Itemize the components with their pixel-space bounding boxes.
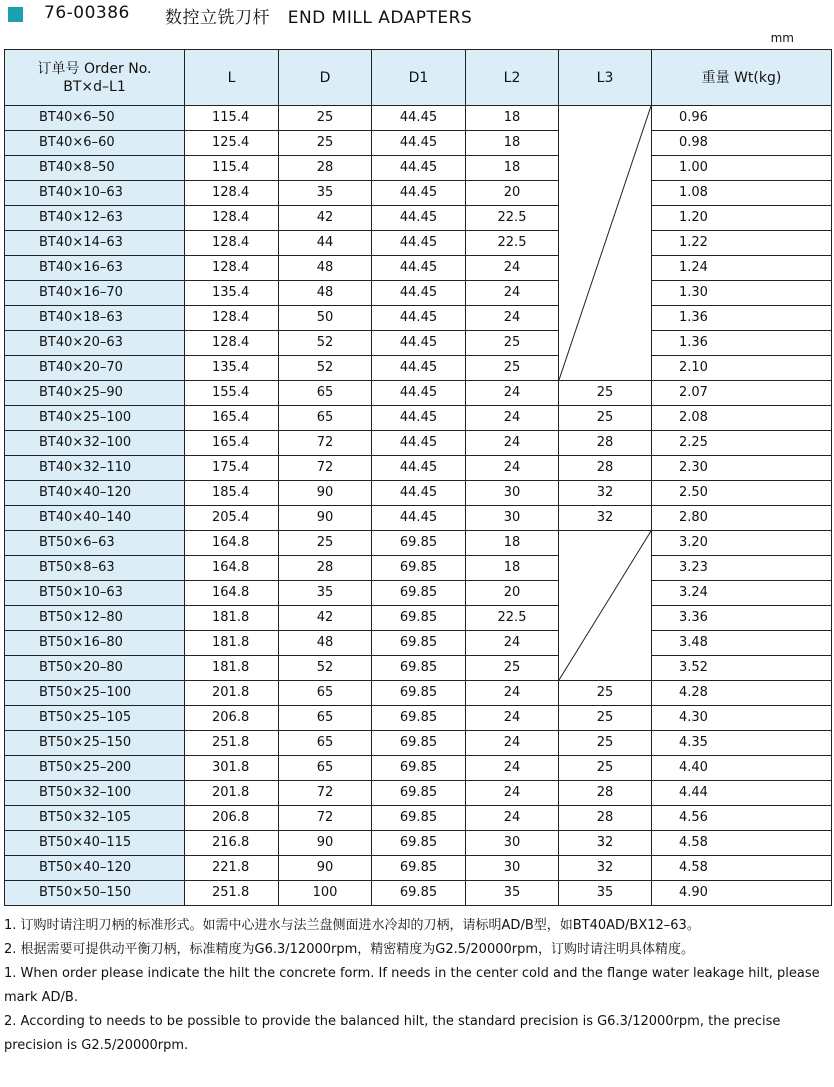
table-row [5, 406, 832, 431]
l2-cell: 30 [466, 506, 559, 531]
l2-cell: 24 [466, 256, 559, 281]
table-row [5, 681, 832, 706]
order-no-cell: BT40×20–63 [5, 331, 185, 356]
table-row [5, 256, 832, 281]
d-cell: 52 [279, 356, 372, 381]
d1-cell: 69.85 [372, 531, 466, 556]
d1-cell: 69.85 [372, 631, 466, 656]
d1-cell: 69.85 [372, 806, 466, 831]
d1-cell: 44.45 [372, 331, 466, 356]
l3-not-applicable-cell [559, 106, 652, 381]
order-no-cell: BT50×40–120 [5, 856, 185, 881]
order-no-cell: BT40×18–63 [5, 306, 185, 331]
d1-cell: 69.85 [372, 881, 466, 906]
l-cell: 128.4 [185, 256, 279, 281]
weight-cell: 1.24 [652, 256, 832, 281]
l3-cell: 25 [559, 681, 652, 706]
d1-cell: 44.45 [372, 131, 466, 156]
l2-cell: 24 [466, 306, 559, 331]
d-cell: 65 [279, 706, 372, 731]
order-no-cell: BT50×16–80 [5, 631, 185, 656]
d-cell: 48 [279, 281, 372, 306]
table-row [5, 806, 832, 831]
d-cell: 52 [279, 656, 372, 681]
d1-cell: 44.45 [372, 156, 466, 181]
l2-cell: 24 [466, 706, 559, 731]
table-row [5, 556, 832, 581]
weight-cell: 4.58 [652, 856, 832, 881]
l-cell: 251.8 [185, 731, 279, 756]
order-no-cell: BT50×40–115 [5, 831, 185, 856]
order-no-cell: BT40×32–110 [5, 456, 185, 481]
order-no-cell: BT50×10–63 [5, 581, 185, 606]
d-cell: 72 [279, 806, 372, 831]
d1-cell: 44.45 [372, 306, 466, 331]
table-row [5, 231, 832, 256]
order-no-cell: BT50×32–100 [5, 781, 185, 806]
l2-cell: 30 [466, 831, 559, 856]
order-no-cell: BT40×6–60 [5, 131, 185, 156]
weight-cell: 1.36 [652, 306, 832, 331]
order-no-cell: BT40×10–63 [5, 181, 185, 206]
table-row [5, 381, 832, 406]
weight-cell: 0.98 [652, 131, 832, 156]
d-cell: 25 [279, 531, 372, 556]
d-cell: 90 [279, 856, 372, 881]
l2-cell: 24 [466, 281, 559, 306]
l-cell: 128.4 [185, 331, 279, 356]
order-no-cell: BT50×20–80 [5, 656, 185, 681]
weight-cell: 2.30 [652, 456, 832, 481]
l-cell: 164.8 [185, 556, 279, 581]
d1-cell: 44.45 [372, 481, 466, 506]
l3-cell: 25 [559, 381, 652, 406]
order-no-cell: BT50×50–150 [5, 881, 185, 906]
weight-cell: 3.36 [652, 606, 832, 631]
table-row [5, 606, 832, 631]
table-body [5, 106, 832, 906]
notes [4, 914, 830, 1058]
weight-cell: 2.07 [652, 381, 832, 406]
table-row [5, 281, 832, 306]
weight-cell: 4.30 [652, 706, 832, 731]
l3-cell: 25 [559, 731, 652, 756]
l2-cell: 24 [466, 406, 559, 431]
weight-cell: 4.35 [652, 731, 832, 756]
d1-cell: 44.45 [372, 256, 466, 281]
d-cell: 35 [279, 181, 372, 206]
l-cell: 201.8 [185, 781, 279, 806]
weight-cell: 2.08 [652, 406, 832, 431]
d-cell: 25 [279, 131, 372, 156]
page-title [165, 3, 472, 28]
d1-cell: 69.85 [372, 856, 466, 881]
weight-cell: 1.08 [652, 181, 832, 206]
order-no-cell: BT40×6–50 [5, 106, 185, 131]
l2-cell: 25 [466, 356, 559, 381]
weight-cell: 3.20 [652, 531, 832, 556]
table-row [5, 331, 832, 356]
d-cell: 65 [279, 406, 372, 431]
d-cell: 28 [279, 556, 372, 581]
d1-cell: 44.45 [372, 281, 466, 306]
d-cell: 100 [279, 881, 372, 906]
table-row [5, 731, 832, 756]
l3-cell: 32 [559, 856, 652, 881]
weight-cell: 1.00 [652, 156, 832, 181]
d1-cell: 44.45 [372, 356, 466, 381]
table-row [5, 106, 832, 131]
order-no-cell: BT40×14–63 [5, 231, 185, 256]
l-cell: 181.8 [185, 656, 279, 681]
table-row [5, 756, 832, 781]
weight-cell: 2.25 [652, 431, 832, 456]
spec-table [4, 49, 832, 906]
order-no-cell: BT50×8–63 [5, 556, 185, 581]
note-cn-2: 2. 根据需要可提供动平衡刀柄，标准精度为G6.3/12000rpm，精密精度为G2.5/20000rpm，订购时请注明具体精度。 [4, 942, 695, 957]
table-row [5, 881, 832, 906]
l-cell: 221.8 [185, 856, 279, 881]
weight-cell: 4.58 [652, 831, 832, 856]
d1-cell: 44.45 [372, 456, 466, 481]
table-header-row [5, 50, 832, 106]
d-cell: 28 [279, 156, 372, 181]
table-row [5, 431, 832, 456]
l2-cell: 18 [466, 556, 559, 581]
d1-cell: 44.45 [372, 106, 466, 131]
d-cell: 42 [279, 606, 372, 631]
l2-cell: 24 [466, 731, 559, 756]
l-cell: 201.8 [185, 681, 279, 706]
l2-cell: 35 [466, 881, 559, 906]
table-row [5, 656, 832, 681]
weight-cell: 1.30 [652, 281, 832, 306]
d-cell: 65 [279, 681, 372, 706]
col-header-d: D [279, 50, 372, 106]
col-header-weight: 重量 Wt(kg) [652, 50, 832, 106]
table-row [5, 306, 832, 331]
d-cell: 50 [279, 306, 372, 331]
l2-cell: 24 [466, 456, 559, 481]
d-cell: 48 [279, 256, 372, 281]
l3-cell: 28 [559, 781, 652, 806]
d1-cell: 69.85 [372, 781, 466, 806]
l2-cell: 24 [466, 631, 559, 656]
l3-not-applicable-cell [559, 531, 652, 681]
l-cell: 128.4 [185, 181, 279, 206]
d1-cell: 69.85 [372, 731, 466, 756]
l2-cell: 18 [466, 531, 559, 556]
d1-cell: 44.45 [372, 431, 466, 456]
l3-cell: 32 [559, 831, 652, 856]
col-header-l3: L3 [559, 50, 652, 106]
weight-cell: 1.22 [652, 231, 832, 256]
unit-label: mm [770, 31, 794, 45]
l-cell: 216.8 [185, 831, 279, 856]
weight-cell: 2.10 [652, 356, 832, 381]
title-cn: 数控立铣刀杆 [165, 8, 270, 28]
l2-cell: 24 [466, 781, 559, 806]
l-cell: 206.8 [185, 806, 279, 831]
table-row [5, 531, 832, 556]
l2-cell: 24 [466, 756, 559, 781]
l3-cell: 28 [559, 456, 652, 481]
l3-cell: 32 [559, 481, 652, 506]
l-cell: 135.4 [185, 356, 279, 381]
d-cell: 48 [279, 631, 372, 656]
catalog-code: 76-00386 [44, 3, 130, 23]
d-cell: 72 [279, 781, 372, 806]
l-cell: 125.4 [185, 131, 279, 156]
order-no-cell: BT40×16–63 [5, 256, 185, 281]
teal-square-icon [8, 7, 23, 22]
d-cell: 72 [279, 431, 372, 456]
l-cell: 181.8 [185, 631, 279, 656]
weight-cell: 4.90 [652, 881, 832, 906]
d-cell: 72 [279, 456, 372, 481]
order-no-cell: BT50×25–100 [5, 681, 185, 706]
l3-cell: 25 [559, 706, 652, 731]
table-row [5, 481, 832, 506]
l-cell: 301.8 [185, 756, 279, 781]
table-row [5, 631, 832, 656]
l2-cell: 22.5 [466, 231, 559, 256]
l3-cell: 25 [559, 756, 652, 781]
title-en: END MILL ADAPTERS [287, 8, 473, 28]
order-no-cell: BT50×25–150 [5, 731, 185, 756]
table-row [5, 456, 832, 481]
order-no-cell: BT40×25–100 [5, 406, 185, 431]
weight-cell: 2.80 [652, 506, 832, 531]
l2-cell: 24 [466, 381, 559, 406]
l-cell: 165.4 [185, 406, 279, 431]
weight-cell: 3.52 [652, 656, 832, 681]
order-no-cell: BT40×16–70 [5, 281, 185, 306]
d-cell: 90 [279, 506, 372, 531]
note-en-1: 1. When order please indicate the hilt the concrete form. If needs in the center cold and the flange water leakage hilt, please mark AD/B. [4, 966, 820, 1005]
weight-cell: 1.36 [652, 331, 832, 356]
weight-cell: 1.20 [652, 206, 832, 231]
l-cell: 185.4 [185, 481, 279, 506]
col-header-l2: L2 [466, 50, 559, 106]
table-row [5, 831, 832, 856]
d1-cell: 44.45 [372, 206, 466, 231]
l-cell: 128.4 [185, 306, 279, 331]
weight-cell: 2.50 [652, 481, 832, 506]
d-cell: 25 [279, 106, 372, 131]
d1-cell: 44.45 [372, 381, 466, 406]
note-en-2: 2. According to needs to be possible to provide the balanced hilt, the standard precision is G6.3/12000rpm, the precise precision is G2.5/20000rpm. [4, 1014, 781, 1053]
table-row [5, 131, 832, 156]
d-cell: 90 [279, 831, 372, 856]
table-row [5, 506, 832, 531]
order-no-cell: BT40×32–100 [5, 431, 185, 456]
l-cell: 175.4 [185, 456, 279, 481]
weight-cell: 4.28 [652, 681, 832, 706]
l3-cell: 32 [559, 506, 652, 531]
l2-cell: 18 [466, 131, 559, 156]
table-row [5, 781, 832, 806]
order-no-cell: BT40×40–120 [5, 481, 185, 506]
weight-cell: 4.56 [652, 806, 832, 831]
page-header [0, 0, 834, 30]
order-no-cell: BT50×12–80 [5, 606, 185, 631]
l3-cell: 28 [559, 806, 652, 831]
d1-cell: 44.45 [372, 506, 466, 531]
table-row [5, 156, 832, 181]
l2-cell: 24 [466, 806, 559, 831]
d-cell: 52 [279, 331, 372, 356]
l-cell: 251.8 [185, 881, 279, 906]
l2-cell: 30 [466, 856, 559, 881]
table-row [5, 356, 832, 381]
d-cell: 65 [279, 731, 372, 756]
l2-cell: 22.5 [466, 206, 559, 231]
l3-cell: 25 [559, 406, 652, 431]
l-cell: 206.8 [185, 706, 279, 731]
col-header-order: 订单号 Order No. BT×d–L1 [5, 50, 185, 106]
l2-cell: 25 [466, 331, 559, 356]
weight-cell: 4.44 [652, 781, 832, 806]
l2-cell: 25 [466, 656, 559, 681]
l-cell: 181.8 [185, 606, 279, 631]
d1-cell: 69.85 [372, 606, 466, 631]
d1-cell: 44.45 [372, 231, 466, 256]
order-no-cell: BT50×32–105 [5, 806, 185, 831]
table-row [5, 581, 832, 606]
d1-cell: 69.85 [372, 756, 466, 781]
l2-cell: 30 [466, 481, 559, 506]
l2-cell: 20 [466, 181, 559, 206]
l-cell: 128.4 [185, 206, 279, 231]
l-cell: 115.4 [185, 156, 279, 181]
l-cell: 115.4 [185, 106, 279, 131]
l-cell: 155.4 [185, 381, 279, 406]
l3-cell: 28 [559, 431, 652, 456]
l-cell: 164.8 [185, 531, 279, 556]
l2-cell: 24 [466, 431, 559, 456]
l-cell: 165.4 [185, 431, 279, 456]
d-cell: 35 [279, 581, 372, 606]
table-row [5, 181, 832, 206]
order-no-cell: BT40×12–63 [5, 206, 185, 231]
d1-cell: 44.45 [372, 181, 466, 206]
d1-cell: 69.85 [372, 656, 466, 681]
d1-cell: 44.45 [372, 406, 466, 431]
order-no-cell: BT50×6–63 [5, 531, 185, 556]
d1-cell: 69.85 [372, 681, 466, 706]
d-cell: 44 [279, 231, 372, 256]
table-row [5, 706, 832, 731]
d-cell: 65 [279, 756, 372, 781]
weight-cell: 3.23 [652, 556, 832, 581]
l2-cell: 22.5 [466, 606, 559, 631]
d1-cell: 69.85 [372, 581, 466, 606]
col-header-l: L [185, 50, 279, 106]
l-cell: 135.4 [185, 281, 279, 306]
order-no-cell: BT50×25–105 [5, 706, 185, 731]
l3-cell: 35 [559, 881, 652, 906]
order-no-cell: BT40×25–90 [5, 381, 185, 406]
l-cell: 164.8 [185, 581, 279, 606]
weight-cell: 0.96 [652, 106, 832, 131]
l2-cell: 24 [466, 681, 559, 706]
weight-cell: 4.40 [652, 756, 832, 781]
weight-cell: 3.24 [652, 581, 832, 606]
d1-cell: 69.85 [372, 556, 466, 581]
l-cell: 205.4 [185, 506, 279, 531]
l-cell: 128.4 [185, 231, 279, 256]
col-header-d1: D1 [372, 50, 466, 106]
table-row [5, 856, 832, 881]
table-row [5, 206, 832, 231]
order-no-cell: BT40×8–50 [5, 156, 185, 181]
d1-cell: 69.85 [372, 831, 466, 856]
d-cell: 65 [279, 381, 372, 406]
l2-cell: 18 [466, 106, 559, 131]
d-cell: 42 [279, 206, 372, 231]
l2-cell: 20 [466, 581, 559, 606]
d1-cell: 69.85 [372, 706, 466, 731]
l2-cell: 18 [466, 156, 559, 181]
order-no-cell: BT40×40–140 [5, 506, 185, 531]
d-cell: 90 [279, 481, 372, 506]
order-no-cell: BT50×25–200 [5, 756, 185, 781]
weight-cell: 3.48 [652, 631, 832, 656]
order-no-cell: BT40×20–70 [5, 356, 185, 381]
note-cn-1: 1. 订购时请注明刀柄的标准形式。如需中心进水与法兰盘侧面进水冷却的刀柄，请标明AD/B型，如BT40AD/BX12–63。 [4, 918, 700, 933]
